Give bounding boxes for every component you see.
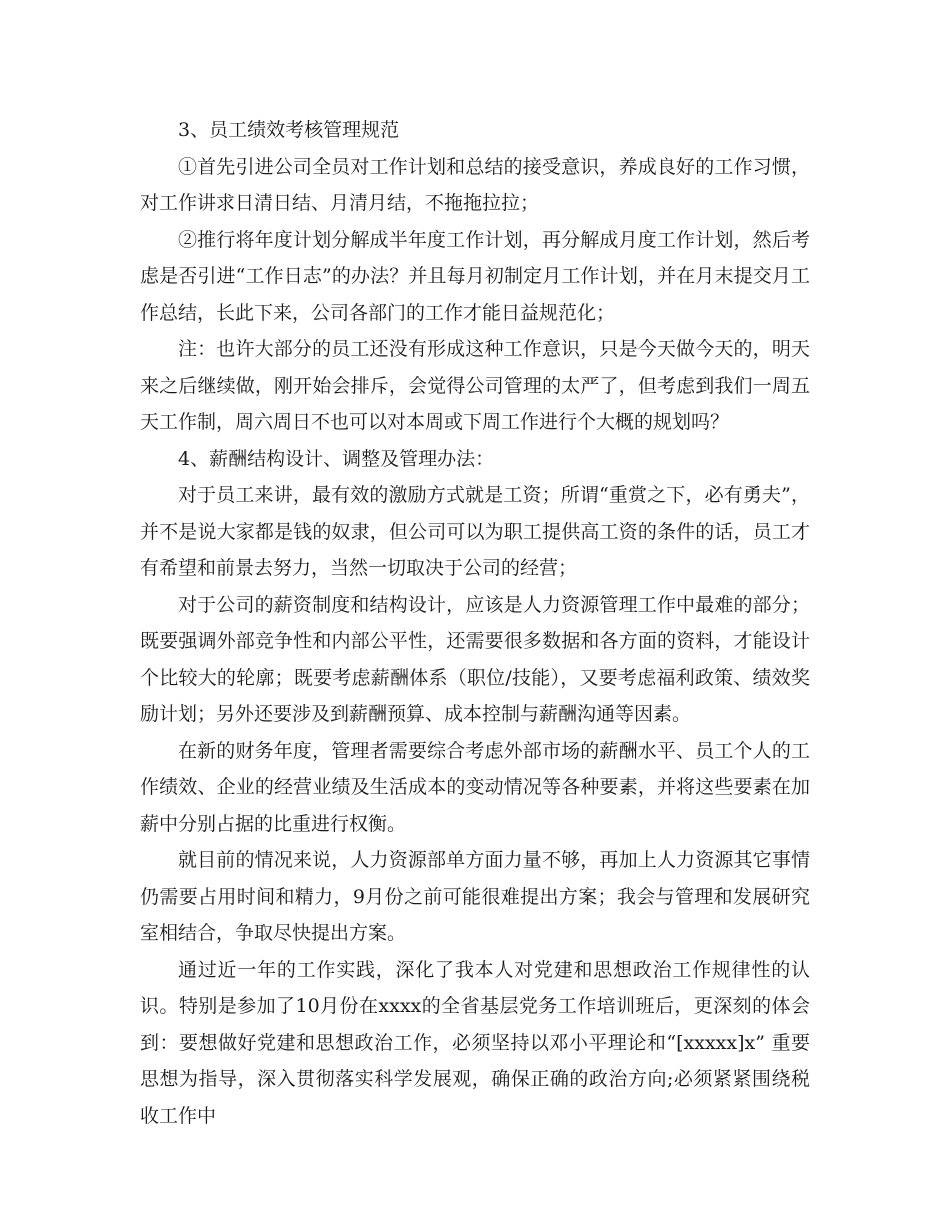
- paragraph-salary-incentive: 对于员工来讲，最有效的激励方式就是工资；所谓“重赏之下，必有勇夫”，并不是说大家都是钱的奴隶，但公司可以为职工提供高工资的条件的话，员工才有希望和前景去努力，当然一切取决于公司的经营；: [140, 484, 810, 579]
- paragraph-work-plan-awareness: ①首先引进公司全员对工作计划和总结的接受意识，养成良好的工作习惯，对工作讲求日清日结、月清月结，不拖拖拉拉；: [140, 155, 810, 214]
- document-body: [140, 112, 810, 1134]
- paragraph-fiscal-year: 在新的财务年度，管理者需要综合考虑外部市场的薪酬水平、员工个人的工作绩效、企业的经营业绩及生活成本的变动情况等各种要素，并将这些要素在加薪中分别占据的比重进行权衡。: [140, 739, 810, 835]
- section-heading-salary: 4、薪酬结构设计、调整及管理办法：: [178, 447, 495, 470]
- paragraph-note: 注：也许大部分的员工还没有形成这种工作意识，只是今天做今天的，明天来之后继续做，刚开始会排斥，会觉得公司管理的太严了，但考虑到我们一周五天工作制，周六周日不也可以对本周或下周工作进行个大概的规划吗？: [140, 338, 810, 433]
- paragraph-current-situation: 就目前的情况来说，人力资源部单方面力量不够，再加上人力资源其它事情仍需要占用时间和精力，9月份之前可能很难提出方案；我会与管理和发展研究室相结合，争取尽快提出方案。: [140, 849, 810, 944]
- paragraph-party-building: 通过近一年的工作实践，深化了我本人对党建和思想政治工作规律性的认识。特别是参加了10月份在xxxx的全省基层党务工作培训班后，更深刻的体会到：要想做好党建和思想政治工作，必须坚持以邓小平理论和“[xxxxx]x” 重要思想为指导，深入贯彻落实科学发展观，确保正确的政治方向;必须紧紧围绕税收工作中: [140, 958, 810, 1127]
- paragraph-salary-design: 对于公司的薪资制度和结构设计，应该是人力资源管理工作中最难的部分；既要强调外部竞争性和内部公平性，还需要很多数据和各方面的资料，才能设计个比较大的轮廓；既要考虑薪酬体系（职位/技能），又要考虑福利政策、绩效奖励计划；另外还要涉及到薪酬预算、成本控制与薪酬沟通等因素。: [140, 593, 810, 725]
- paragraph-annual-plan-breakdown: ②推行将年度计划分解成半年度工作计划，再分解成月度工作计划，然后考虑是否引进“工作日志”的办法？并且每月初制定月工作计划，并在月末提交月工作总结，长此下来，公司各部门的工作才能日益规范化；: [140, 228, 810, 324]
- section-heading-performance: 3、员工绩效考核管理规范: [178, 119, 400, 141]
